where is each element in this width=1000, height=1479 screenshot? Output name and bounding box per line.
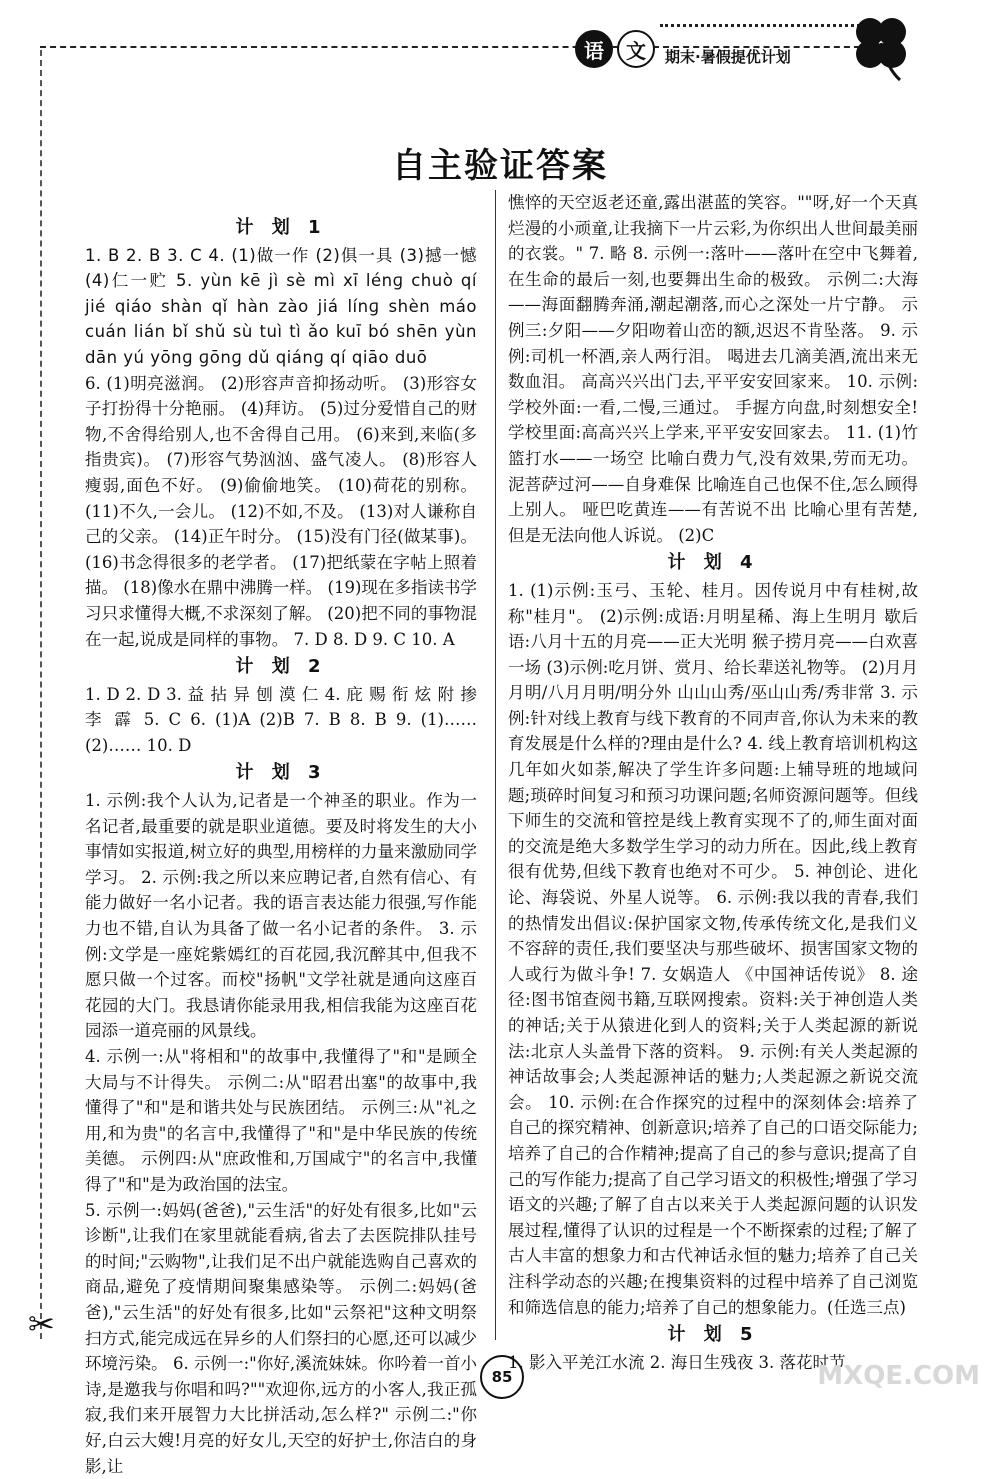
page-number: 85 — [480, 1355, 524, 1399]
plan1-answers-part1: 1. B 2. B 3. C 4. (1)做一作 (2)俱一具 (3)撼一憾 (4)仁一贮 5. yùn kē jì sè mì xī lénɡ chuò qí jié qiáo shàn qǐ hàn zào jiá línɡ shèn máo cuán lián bǐ shǔ sù tuì tì ǎo kuī bó shēn yùn dān yú yōnɡ ɡōnɡ dǔ qiánɡ qí qiāo duō — [85, 245, 477, 367]
page-title: 自主验证答案 — [392, 146, 608, 186]
plan5-heading: 计 划 5 — [667, 1324, 759, 1346]
plan3-answers-part2: 4. 示例一:从"将相和"的故事中,我懂得了"和"是顾全大局与不计得失。 示例二:从"昭君出塞"的故事中,我懂得了"和"是和谐共处与民族团结。 示例三:从"礼之用,和为贵"的名言中,我懂得了"和"是中华民族的传统美德。 示例四:从"庶政惟和,万国咸宁"的名言中,我懂得了"和"是为政治国的法宝。 — [85, 1047, 477, 1194]
plan1-heading: 计 划 1 — [235, 217, 327, 238]
watermark: MXQE.COM — [817, 1361, 980, 1391]
plan4-answers: 1. (1)示例:玉弓、玉轮、桂月。因传说月中有桂树,故称"桂月"。 (2)示例:成语:月明星稀、海上生明月 歇后语:八月十五的月亮——正大光明 猴子捞月亮——白欢喜一场 (3)示例:吃月饼、赏月、给长辈送礼物等。 (2)月月月明/八月月明/明分外 山山山秀/巫山山秀/秀非常 3. 示例:针对线上教育与线下教育的不同声音,你认为未来的教育发展是什么样的?理由是什么? 4. 线上教育培训机构这几年如火如荼,解决了学生许多问题:上辅导班的地域问题;琐碎时间复习和预习功课问题;名师资源问题等。但线下师生的交流和管控是线上教育实现不了的,师生面对面的交流是绝大多数学生学习的动力所在。因此,线上教育很有优势,但线下教育也绝对不可少。 5. 神创论、进化论、海袋说、外星人说等。 6. 示例:我以我的青春,我们的热情发出倡议:保护国家文物,传承传统文化,是我们义不容辞的责任,我们要坚决与那些破坏、损害国家文物的人或行为做斗争! 7. 女娲造人 《中国神话传说》 8. 途径:图书馆查阅书籍,互联网搜索。资料:关于神创造人类的神话;关于从猿进化到人的资料;关于人类起源的新说法:北京人头盖骨下落的资料。 9. 示例:有关人类起源的神话故事会;人类起源神话的魅力;人类起源之新说交流会。 10. 示例:在合作探究的过程中的深刻体会:培养了自己的探究精神、创新意识;培养了自己的口语交际能力;培养了自己的合作精神;提高了自己的参与意识;提高了自己的写作能力;提高了自己学习语文的积极性;增强了学习语文的兴趣;了解了自古以来关于人类起源问题的认识发展过程,懂得了认识的过程是一个不断探索的过程;了解了古人丰富的想象力和古代神话永恒的魅力;培养了自己关注科学动态的兴趣;在搜集资料的过程中培养了自己浏览和筛选信息的能力;培养了自己的想象能力。(任选三点) — [508, 580, 918, 1317]
series-title: 期末·暑假提优计划 — [665, 47, 791, 66]
plan3-heading: 计 划 3 — [235, 762, 327, 784]
margin-cut-line — [40, 50, 42, 1339]
plan2-heading: 计 划 2 — [235, 656, 327, 678]
clover-icon — [840, 12, 920, 82]
plan3-answers-part1: 1. 示例:我个人认为,记者是一个神圣的职业。作为一名记者,最重要的就是职业道德。要及时将发生的大小事情如实报道,树立好的典型,用榜样的力量来激励同学学习。 2. 示例:我之所以来应聘记者,自然有信心、有能力做好一名小记者。我的语言表达能力很强,写作能力也不错,自认为具备了做一名小记者的条件。 3. 示例:文学是一座姹紫嫣红的百花园,我沉醉其中,但我不愿只做一个过客。而校"扬帆"文学社就是通向这座百花园的大门。我恳请你能录用我,相信我能为这座百花园添一道亮丽的风景线。 — [85, 791, 477, 1041]
left-column — [85, 213, 477, 1479]
header-dots-decoration — [660, 24, 860, 41]
plan3-answers-part3: 5. 示例一:妈妈(爸爸),"云生活"的好处有很多,比如"云诊断",让我们在家里就能看病,省去了去医院排队挂号的时间;"云购物",让我们足不出户就能选购自己喜欢的商品,避免了疫情期间聚集感染等。 示例二:妈妈(爸爸),"云生活"的好处有很多,比如"云祭祀"这种文明祭扫方式,能完成远在异乡的人们祭扫的心愿,还可以减少环境污染。 6. 示例一:"你好,溪流妹妹。你吟着一首小诗,是邀我与你唱和吗?""欢迎你,远方的小客人,我正孤寂,我们来开展智力大比拼活动,怎么样?" 示例二:"你好,白云大嫂!月亮的好女儿,天空的好护士,你洁白的身影,让 — [85, 1200, 477, 1476]
column-divider — [495, 190, 496, 1340]
plan3-answers-continued: 憔悴的天空返老还童,露出湛蓝的笑容。""呀,好一个天真烂漫的小顽童,让我摘下一片云彩,为你织出人世间最美丽的衣裳。" 7. 略 8. 示例一:落叶——落叶在空中飞舞着,在生命的最后一刻,也要舞出生命的极致。 示例二:大海——海面翻腾奔涌,潮起潮落,而心之深处一片宁静。 示例三:夕阳——夕阳吻着山峦的额,迟迟不肯坠落。 9. 示例:司机一杯酒,亲人两行泪。 喝进去几滴美酒,流出来无数血泪。 高高兴兴出门去,平平安安回家来。 10. 示例:学校外面:一看,二慢,三通过。 手握方向盘,时刻想安全! 学校里面:高高兴兴上学来,平平安安回家去。 11. (1)竹篮打水——一场空 比喻白费力气,没有效果,劳而无功。 泥菩萨过河——自身难保 比喻连自己也保不住,怎么顾得上别人。 哑巴吃黄连——有苦说不出 比喻心里有苦楚,但是无法向他人诉说。 (2)C — [508, 193, 918, 545]
plan4-heading: 计 划 4 — [667, 552, 759, 574]
subject-badge-2: 文 — [617, 30, 655, 68]
plan5-answers: 1. 影入平羌江水流 2. 海日生残夜 3. 落花时节 — [508, 1352, 846, 1372]
plan2-answers: 1. D 2. D 3. 益 拈 异 刨 漠 仁 4. 庇 赐 衔 炫 附 掺 李 霹 5. C 6. (1)A (2)B 7. B 8. B 9. (1)…… (2)…… 10. D — [85, 684, 477, 755]
scissors-icon: ✂ — [28, 1305, 55, 1343]
right-column — [508, 190, 918, 1375]
plan1-answers-part2: 6. (1)明亮滋润。 (2)形容声音抑扬动听。 (3)形容女子打扮得十分艳丽。 (4)拜访。 (5)过分爱惜自己的财物,不舍得给别人,也不舍得自己用。 (6)来到,来临(多指贵宾)。 (7)形容气势汹汹、盛气凌人。 (8)形容人瘦弱,面色不好。 (9)偷偷地笑。 (10)荷花的别称。 (11)不久,一会儿。 (12)不如,不及。 (13)对人谦称自己的父亲。 (14)正午时分。 (15)没有门径(做某事)。 (16)书念得很多的老学者。 (17)把纸蒙在字帖上照着描。 (18)像水在鼎中沸腾一样。 (19)现在多指读书学习只求懂得大概,不求深刻了解。 (20)把不同的事物混在一起,说成是同样的事物。 7. D 8. D 9. C 10. A — [85, 373, 477, 649]
subject-badge-1: 语 — [575, 30, 613, 68]
